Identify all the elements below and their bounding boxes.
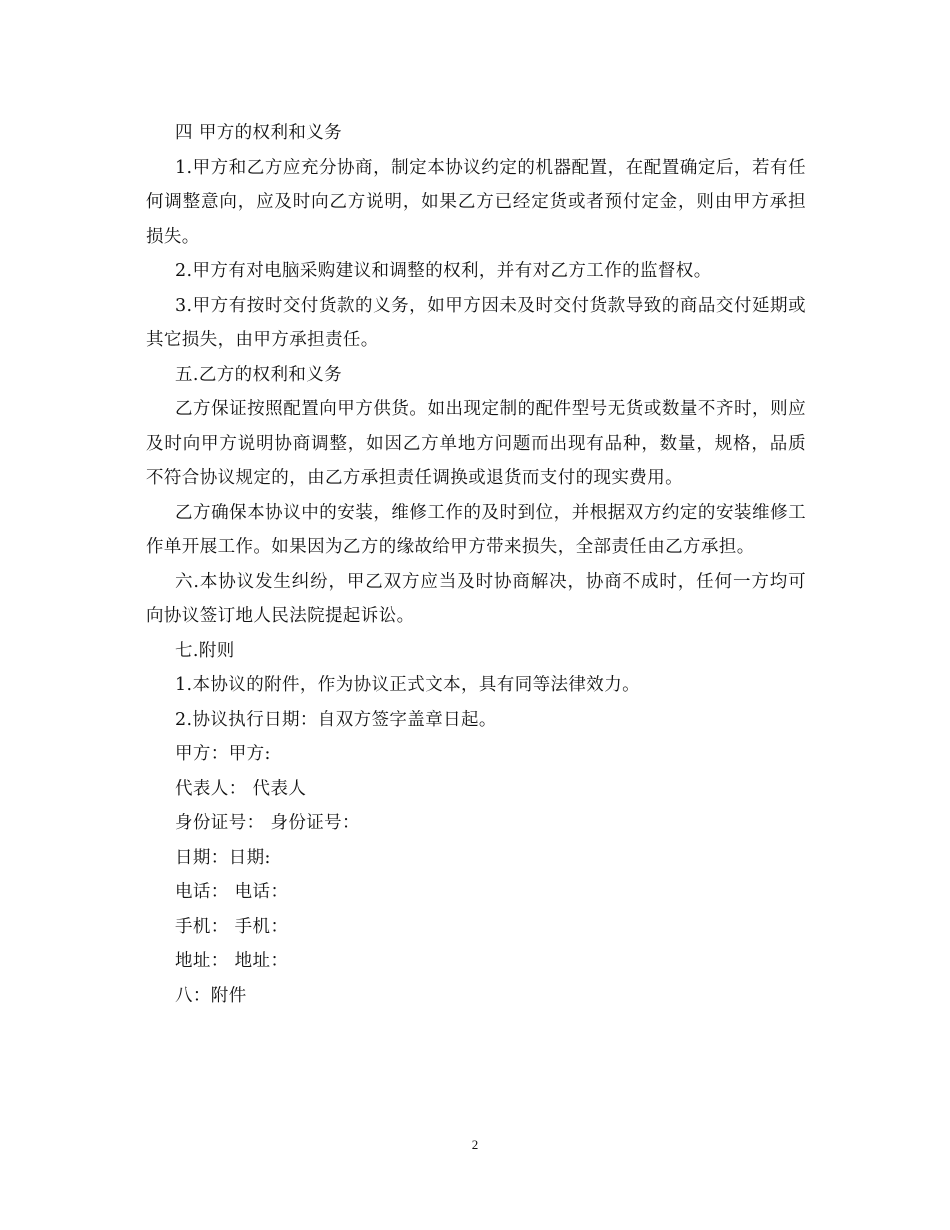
clause-a-1: 1.甲方和乙方应充分协商，制定本协议约定的机器配置，在配置确定后，若有任何调整意向，应及时向乙方说明，如果乙方已经定货或者预付定金，则由甲方承担损失。 <box>146 157 806 247</box>
signature-address: 地址： 地址： <box>175 951 289 971</box>
signature-date: 日期：日期: <box>175 847 271 868</box>
section-heading-party-a-rights: 四 甲方的权利和义务 <box>175 123 343 143</box>
section-heading-supplementary: 七.附则 <box>175 640 235 661</box>
document-body <box>146 116 806 1013</box>
page-number: 2 <box>471 1137 479 1152</box>
signature-mobile: 手机： 手机： <box>175 916 289 937</box>
clause-b-supply: 乙方保证按照配置向甲方供货。如出现定制的配件型号无货或数量不齐时，则应及时向甲方说明协商调整，如因乙方单地方问题而出现有品种，数量，规格，品质不符合协议规定的，由乙方承担责任调换或退货而支付的现实费用。 <box>146 399 806 488</box>
clause-supp-2: 2.协议执行日期：自双方签字盖章日起。 <box>175 709 497 730</box>
clause-a-3: 3.甲方有按时交付货款的义务，如甲方因未及时交付货款导致的商品交付延期或其它损失，由甲方承担责任。 <box>146 295 806 350</box>
clause-disputes: 六.本协议发生纠纷，甲乙双方应当及时协商解决，协商不成时，任何一方均可向协议签订地人民法院提起诉讼。 <box>146 571 806 626</box>
section-heading-attachments: 八：附件 <box>175 985 247 1006</box>
signature-party: 甲方：甲方: <box>175 744 271 764</box>
section-heading-party-b-rights: 五.乙方的权利和义务 <box>175 364 343 385</box>
clause-a-2: 2.甲方有对电脑采购建议和调整的权利，并有对乙方工作的监督权。 <box>175 261 712 281</box>
clause-b-installation: 乙方确保本协议中的安装，维修工作的及时到位，并根据双方约定的安装维修工作单开展工作。如果因为乙方的缘故给甲方带来损失，全部责任由乙方承担。 <box>146 502 806 557</box>
signature-id-number: 身份证号： 身份证号： <box>175 813 360 833</box>
signature-representative: 代表人： 代表人 <box>175 778 307 799</box>
signature-phone: 电话： 电话： <box>175 882 289 902</box>
clause-supp-1: 1.本协议的附件，作为协议正式文本，具有同等法律效力。 <box>175 675 640 695</box>
